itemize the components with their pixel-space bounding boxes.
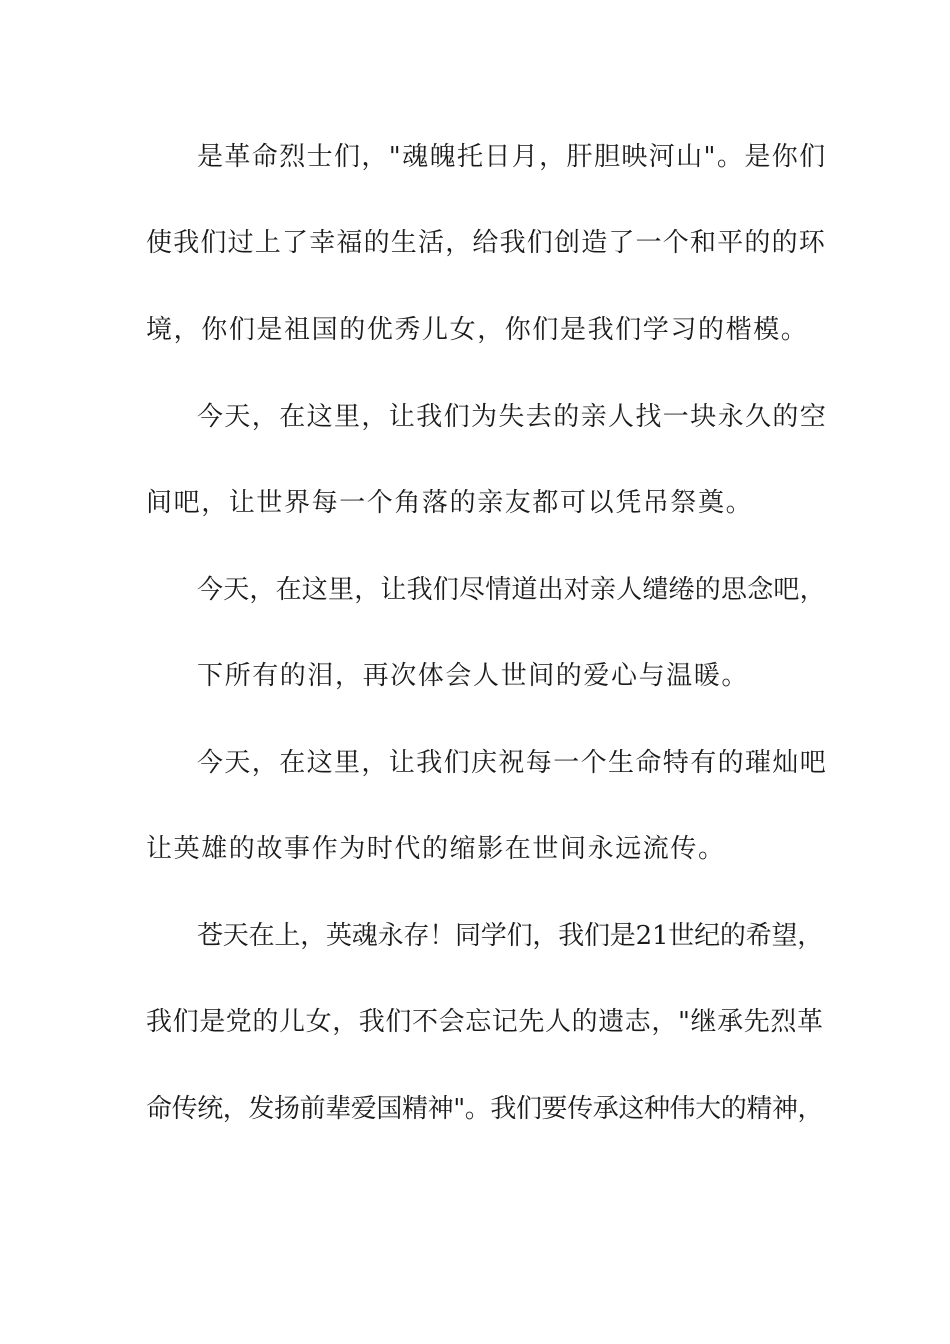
text-line: 是革命烈士们，"魂魄托日月，肝胆映河山"。是你们 [197,142,827,172]
text-line: 今天，在这里，让我们尽情道出对亲人缱绻的思念吧， [197,575,826,605]
text-line: 苍天在上，英魂永存！同学们，我们是21世纪的希望， [197,921,824,951]
text-line: 间吧，让世界每一个角落的亲友都可以凭吊祭奠。 [146,488,754,518]
text-line: 下所有的泪，再次体会人世间的爱心与温暖。 [197,661,750,691]
text-line: 境，你们是祖国的优秀儿女，你们是我们学习的楷模。 [146,315,809,345]
text-line: 让英雄的故事作为时代的缩影在世间永远流传。 [146,834,726,864]
text-line: 我们是党的儿女，我们不会忘记先人的遗志，"继承先烈革 [146,1007,824,1037]
text-line: 今天，在这里，让我们庆祝每一个生命特有的璀灿吧 [197,748,828,778]
text-line: 命传统，发扬前辈爱国精神"。我们要传承这种伟大的精神， [146,1094,824,1124]
text-line: 使我们过上了幸福的生活，给我们创造了一个和平的的环 [146,228,827,258]
text-line: 今天，在这里，让我们为失去的亲人找一块永久的空 [197,402,828,432]
